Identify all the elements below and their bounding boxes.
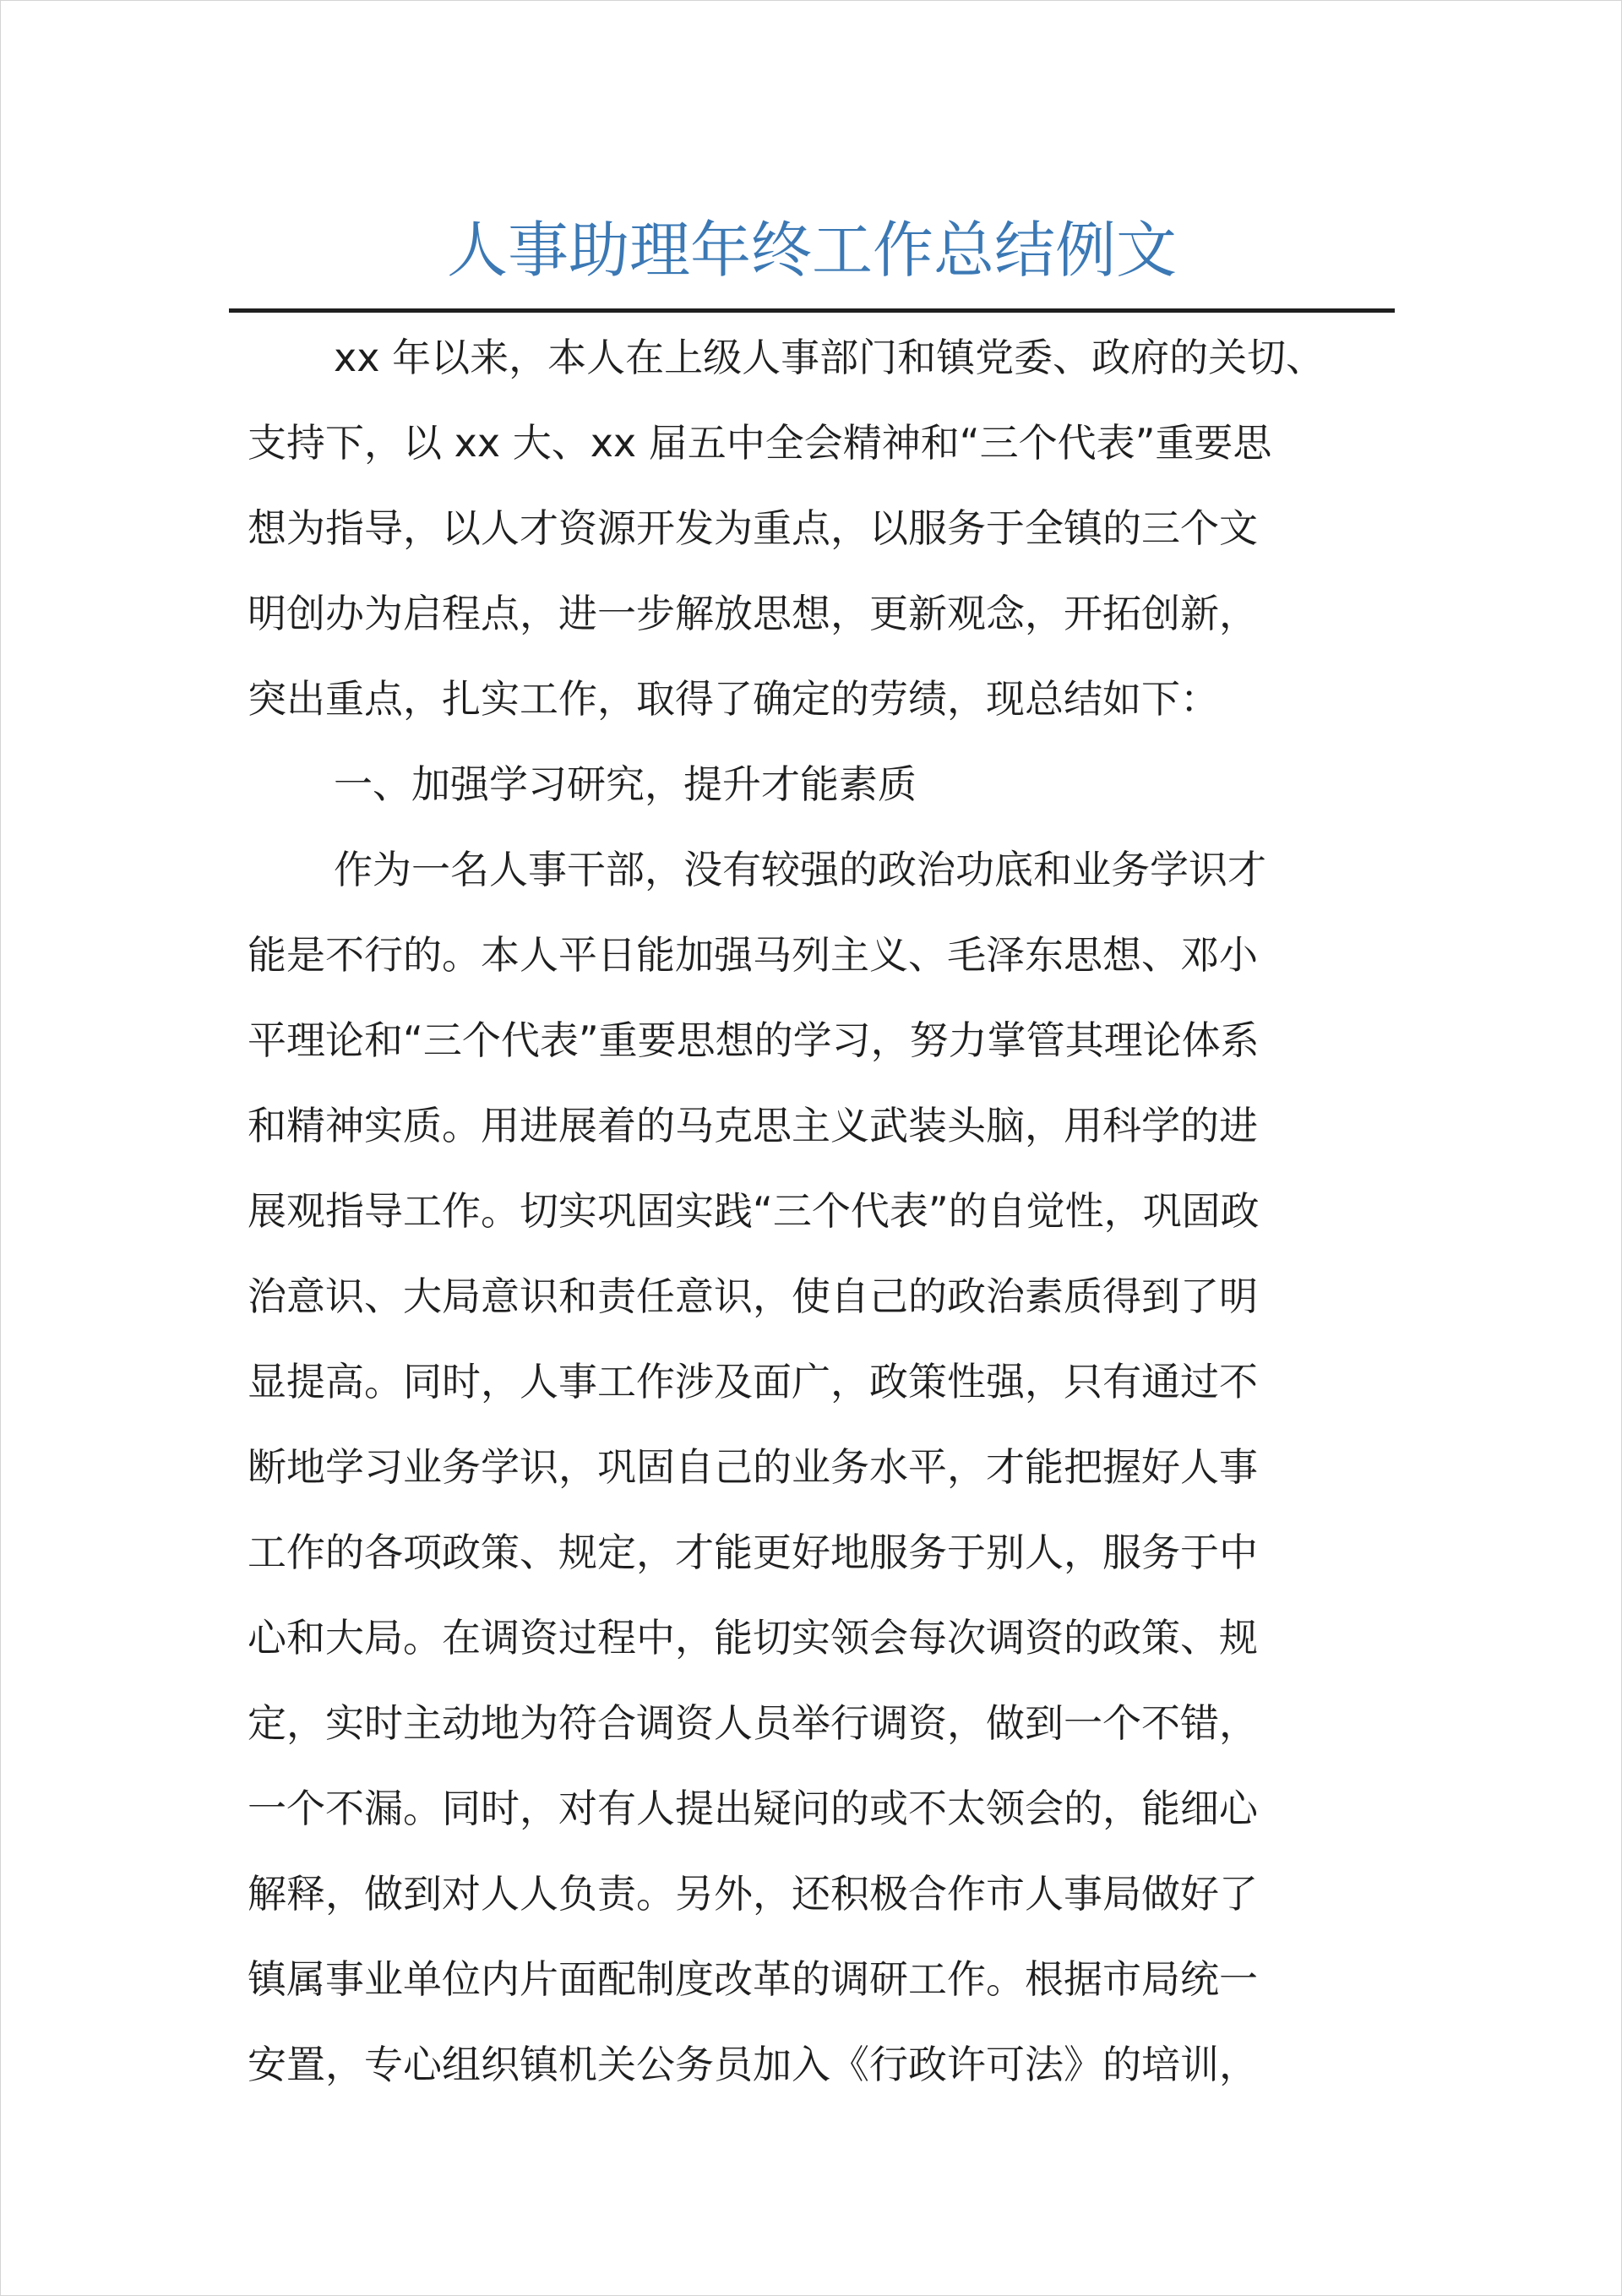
document-body: [248, 315, 1380, 2108]
paragraph-line: 镇属事业单位内片面配制度改革的调研工作。根据市局统一: [248, 1956, 1258, 2002]
paragraph-line: 定，实时主动地为符合调资人员举行调资，做到一个不错，: [248, 1700, 1258, 1746]
paragraph-line: 展观指导工作。切实巩固实践“三个代表”的自觉性，巩固政: [248, 1188, 1260, 1234]
paragraph-line: 安置，专心组织镇机关公务员加入《行政许可法》的培训，: [248, 2042, 1258, 2087]
paragraph-line: 平理论和“三个代表”重要思想的学习，努力掌管其理论体系: [248, 1017, 1260, 1063]
paragraph-line: 解释，做到对人人负责。另外，还积极合作市人事局做好了: [248, 1871, 1258, 1917]
paragraph-line: 和精神实质。用进展着的马克思主义武装头脑，用科学的进: [248, 1103, 1258, 1148]
paragraph-line: 突出重点，扎实工作，取得了确定的劳绩，现总结如下：: [248, 676, 1219, 722]
paragraph-line: 断地学习业务学识，巩固自己的业务水平，才能把握好人事: [248, 1444, 1258, 1490]
paragraph-line: 作为一名人事干部，没有较强的政治功底和业务学识才: [334, 847, 1266, 892]
paragraph-line: 能是不行的。本人平日能加强马列主义、毛泽东思想、邓小: [248, 932, 1258, 978]
paragraph-line: 明创办为启程点，进一步解放思想，更新观念，开拓创新，: [248, 591, 1258, 636]
document-title: 人事助理年终工作总结例文: [446, 215, 1177, 286]
paragraph-line: 心和大局。在调资过程中，能切实领会每次调资的政策、规: [248, 1615, 1258, 1661]
paragraph-line: 一个不漏。同时，对有人提出疑问的或不太领会的，能细心: [248, 1786, 1258, 1831]
paragraph-line: 支持下，以 xx 大、xx 届五中全会精神和“三个代表”重要思: [248, 420, 1272, 466]
paragraph-line: 想为指导，以人才资源开发为重点，以服务于全镇的三个文: [248, 505, 1258, 551]
paragraph-line: 工作的各项政策、规定，才能更好地服务于别人，服务于中: [248, 1530, 1258, 1575]
paragraph-line: 治意识、大局意识和责任意识，使自己的政治素质得到了明: [248, 1273, 1258, 1319]
paragraph-line: 显提高。同时，人事工作涉及面广，政策性强，只有通过不: [248, 1359, 1258, 1404]
title-divider: [229, 308, 1395, 313]
section-heading: 一、加强学习研究，提升才能素质: [334, 761, 917, 807]
paragraph-line: xx 年以来，本人在上级人事部门和镇党委、政府的关切、: [334, 335, 1325, 380]
